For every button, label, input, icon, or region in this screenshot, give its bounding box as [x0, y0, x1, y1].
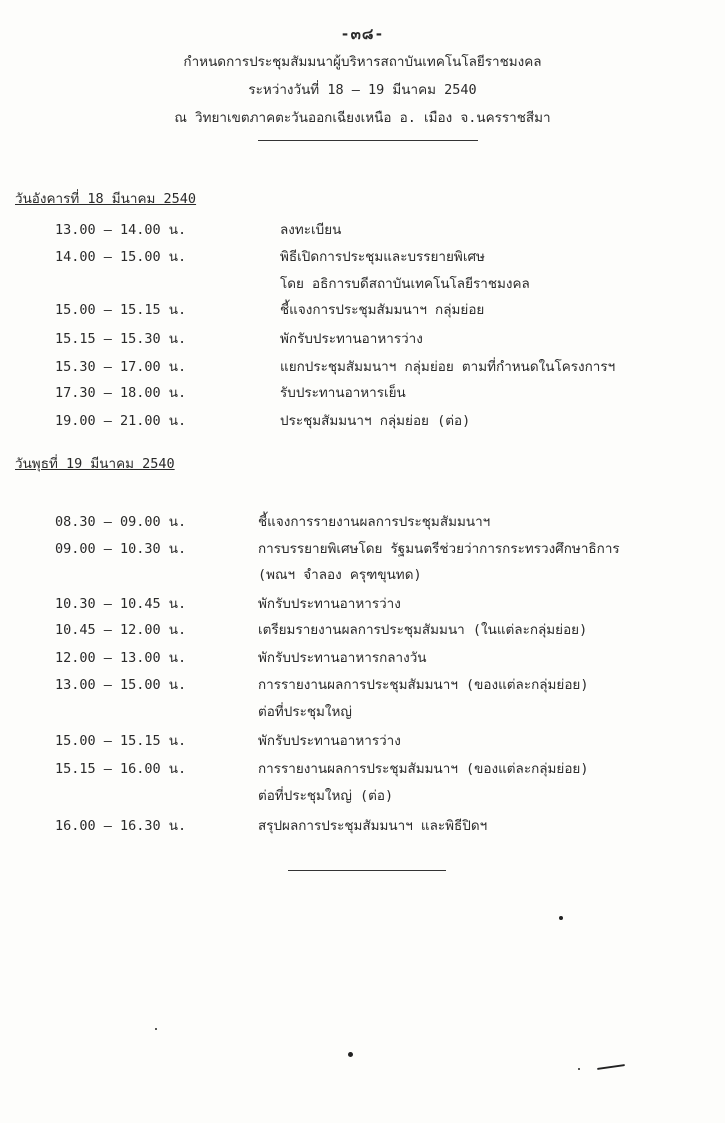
- schedule-time: 15.15 – 15.30 น.: [55, 331, 187, 347]
- schedule-time: 12.00 – 13.00 น.: [55, 650, 187, 666]
- schedule-row: [0, 355, 725, 379]
- scan-speck: [348, 1052, 353, 1057]
- schedule-row: [0, 537, 725, 561]
- footer-divider: [288, 870, 446, 871]
- schedule-row: [0, 646, 725, 670]
- schedule-time: 10.45 – 12.00 น.: [55, 622, 187, 638]
- schedule-time: 15.00 – 15.15 น.: [55, 302, 187, 318]
- schedule-row: [0, 327, 725, 351]
- schedule-activity: พักรับประทานอาหารว่าง: [280, 331, 423, 347]
- schedule-activity: ชี้แจงการประชุมสัมมนาฯ กลุ่มย่อย: [280, 302, 485, 318]
- schedule-row: [0, 729, 725, 753]
- schedule-activity: ชี้แจงการรายงานผลการประชุมสัมมนาฯ: [258, 514, 491, 530]
- page-number: -๓๘-: [340, 25, 385, 43]
- schedule-time: 17.30 – 18.00 น.: [55, 385, 187, 401]
- schedule-activity: พิธีเปิดการประชุมและบรรยายพิเศษ: [280, 249, 485, 265]
- schedule-row: [0, 245, 725, 269]
- schedule-row: [0, 673, 725, 697]
- header-divider: [258, 140, 478, 141]
- schedule-time: 13.00 – 14.00 น.: [55, 222, 187, 238]
- schedule-activity: พักรับประทานอาหารว่าง: [258, 596, 401, 612]
- schedule-activity: เตรียมรายงานผลการประชุมสัมมนา (ในแต่ละกลุ่มย่อย): [258, 622, 588, 638]
- schedule-time: 19.00 – 21.00 น.: [55, 413, 187, 429]
- scan-mark: [597, 1064, 625, 1070]
- schedule-time: 13.00 – 15.00 น.: [55, 677, 187, 693]
- schedule-activity-detail: ต่อที่ประชุมใหญ่: [258, 704, 352, 720]
- schedule-time: 10.30 – 10.45 น.: [55, 596, 187, 612]
- schedule-time: 14.00 – 15.00 น.: [55, 249, 187, 265]
- schedule-activity-detail: โดย อธิการบดีสถาบันเทคโนโลยีราชมงคล: [280, 276, 530, 292]
- schedule-time: 15.15 – 16.00 น.: [55, 761, 187, 777]
- schedule-activity-detail: ต่อที่ประชุมใหญ่ (ต่อ): [258, 788, 394, 804]
- schedule-venue: ณ วิทยาเขตภาคตะวันออกเฉียงเหนือ อ. เมือง จ.นครราชสีมา: [174, 110, 551, 126]
- scan-speck: [155, 1028, 157, 1030]
- schedule-row: [0, 298, 725, 322]
- schedule-time: 08.30 – 09.00 น.: [55, 514, 187, 530]
- schedule-activity: รับประทานอาหารเย็น: [280, 385, 406, 401]
- schedule-time: 15.30 – 17.00 น.: [55, 359, 187, 375]
- schedule-row: [0, 218, 725, 242]
- schedule-activity: การรายงานผลการประชุมสัมมนาฯ (ของแต่ละกลุ่มย่อย): [258, 677, 589, 693]
- schedule-time: 09.00 – 10.30 น.: [55, 541, 187, 557]
- schedule-row: [0, 381, 725, 405]
- schedule-row: [0, 814, 725, 838]
- schedule-activity: สรุปผลการประชุมสัมมนาฯ และพิธีปิดฯ: [258, 818, 488, 834]
- schedule-activity: แยกประชุมสัมมนาฯ กลุ่มย่อย ตามที่กำหนดในโครงการฯ: [280, 359, 616, 375]
- schedule-title: กำหนดการประชุมสัมมนาผู้บริหารสถาบันเทคโนโลยีราชมงคล: [183, 54, 542, 70]
- schedule-activity-detail: (พณฯ จำลอง ครุฑขุนทด): [258, 567, 422, 583]
- schedule-row: [0, 592, 725, 616]
- schedule-row: [0, 757, 725, 781]
- schedule-time: 15.00 – 15.15 น.: [55, 733, 187, 749]
- schedule-activity: พักรับประทานอาหารว่าง: [258, 733, 401, 749]
- day2-heading: วันพุธที่ 19 มีนาคม 2540: [15, 456, 175, 472]
- scan-speck: [559, 916, 563, 920]
- day1-heading: วันอังคารที่ 18 มีนาคม 2540: [15, 191, 197, 207]
- schedule-activity: การรายงานผลการประชุมสัมมนาฯ (ของแต่ละกลุ่มย่อย): [258, 761, 589, 777]
- schedule-activity: การบรรยายพิเศษโดย รัฐมนตรีช่วยว่าการกระทรวงศึกษาธิการ: [258, 541, 620, 557]
- schedule-row: [0, 409, 725, 433]
- schedule-row: [0, 510, 725, 534]
- schedule-activity: ลงทะเบียน: [280, 222, 342, 238]
- schedule-dates: ระหว่างวันที่ 18 – 19 มีนาคม 2540: [248, 82, 477, 98]
- schedule-time: 16.00 – 16.30 น.: [55, 818, 187, 834]
- scan-speck: [578, 1068, 580, 1070]
- schedule-activity: ประชุมสัมมนาฯ กลุ่มย่อย (ต่อ): [280, 413, 471, 429]
- schedule-activity: พักรับประทานอาหารกลางวัน: [258, 650, 427, 666]
- schedule-row: [0, 618, 725, 642]
